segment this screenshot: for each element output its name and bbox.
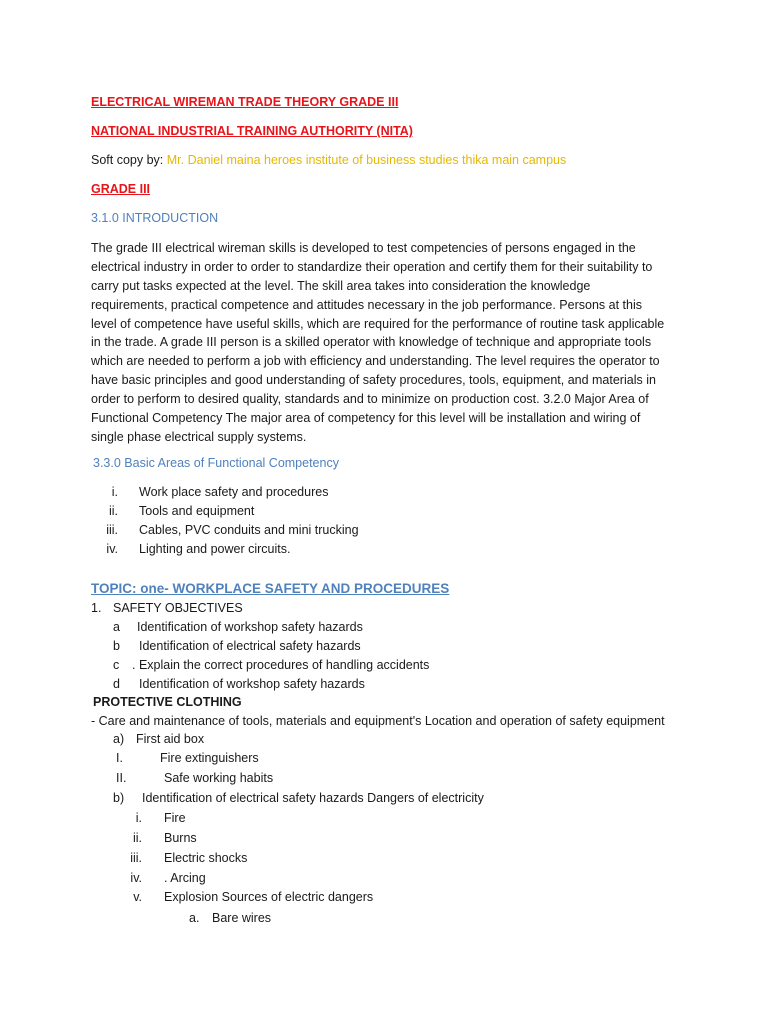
list-marker: v. (133, 890, 142, 904)
intro-line: carry put tasks expected at the level. The skill area takes into consideration the knowledge (91, 278, 591, 293)
list-item: Cables, PVC conduits and mini trucking (139, 523, 359, 537)
intro-paragraph (91, 239, 691, 447)
list-item: Work place safety and procedures (139, 485, 329, 499)
objectives-heading: SAFETY OBJECTIVES (113, 601, 243, 615)
softcopy-colon: : (159, 153, 164, 167)
list-marker: ii. (108, 504, 118, 518)
intro-line: level of competence have useful skills, which are required for the performance of routine task applicable (91, 316, 665, 331)
intro-line: electrical industry in order to order to standardize their operation and certify them for their suitability to (91, 259, 653, 274)
softcopy-author: Mr. Daniel maina heroes institute of business studies thika main campus (163, 153, 567, 167)
list-marker: iii. (130, 851, 142, 865)
intro-line: order to perform to desired quality, standards and to minimize on production cost. 3.2.0 Major Area of (91, 392, 649, 407)
softcopy-label: Soft copy by (91, 153, 160, 167)
list-marker: I. (116, 751, 123, 765)
topic-prefix: TOPIC: one- (91, 581, 173, 596)
objectives-marker: 1. (91, 601, 102, 615)
list-item: Lighting and power circuits. (139, 542, 291, 556)
list-item: Explosion Sources of electric dangers (164, 890, 374, 904)
list-marker: d (113, 677, 120, 691)
intro-line: Functional Competency The major area of competency for this level will be installation and wiring of (91, 411, 641, 426)
intro-line: which are needed to perform a job with efficiency and understanding. The level requires the operator to (91, 354, 660, 369)
list-item: Identification of workshop safety hazards (137, 620, 363, 634)
list-item: Safe working habits (164, 771, 274, 785)
intro-heading: 3.1.0 INTRODUCTION (91, 211, 219, 225)
list-marker: b (113, 639, 120, 653)
list-marker: a) (113, 732, 125, 746)
list-item: Identification of electrical safety hazards Dangers of electricity (142, 791, 484, 805)
list-item: . Arcing (164, 871, 206, 885)
areas-heading: 3.3.0 Basic Areas of Functional Competency (93, 456, 339, 470)
intro-line: The grade III electrical wireman skills is developed to test competencies of persons engaged in the (91, 241, 636, 255)
list-item: Fire (164, 811, 186, 825)
care-line: - Care and maintenance of tools, materials and equipment's Location and operation of safety equipment (91, 714, 665, 728)
intro-line: have basic principles and good understanding of safety procedures, tools, equipment, and materials in (91, 373, 656, 388)
list-item: . Explain the correct procedures of handling accidents (132, 658, 430, 672)
list-marker: iv. (130, 871, 142, 885)
intro-line: requirements, practical competence and attitudes necessary in the job performance. Persons at this (91, 297, 642, 312)
list-item: Bare wires (212, 911, 272, 925)
topic-heading (91, 581, 449, 597)
list-item: First aid box (136, 732, 205, 746)
list-item: Burns (164, 831, 197, 845)
topic-title: WORKPLACE SAFETY AND PROCEDURES (172, 581, 450, 596)
list-item: Identification of workshop safety hazards (139, 677, 365, 691)
list-marker: c (113, 658, 120, 672)
list-marker: i. (135, 811, 142, 825)
list-marker: ii. (132, 831, 142, 845)
authority-heading: NATIONAL INDUSTRIAL TRAINING AUTHORITY (NITA) (91, 124, 413, 138)
list-marker: b) (113, 791, 125, 805)
list-marker: a. (189, 911, 200, 925)
list-marker: II. (116, 771, 127, 785)
list-marker: a (113, 620, 120, 634)
list-item: Electric shocks (164, 851, 248, 865)
softcopy-line (91, 152, 566, 168)
list-item: Tools and equipment (139, 504, 255, 518)
document-title: ELECTRICAL WIREMAN TRADE THEORY GRADE III (91, 95, 399, 109)
protective-heading: PROTECTIVE CLOTHING (93, 695, 242, 709)
list-item: Fire extinguishers (160, 751, 259, 765)
grade-heading: GRADE III (91, 182, 151, 196)
intro-line: single phase electrical supply systems. (91, 429, 307, 444)
list-marker: iii. (106, 523, 118, 537)
list-marker: i. (111, 485, 118, 499)
list-marker: iv. (106, 542, 118, 556)
list-item: Identification of electrical safety hazards (139, 639, 361, 653)
intro-line: in the trade. A grade III person is a skilled operator with knowledge of technique and appropriate tools (91, 335, 652, 350)
